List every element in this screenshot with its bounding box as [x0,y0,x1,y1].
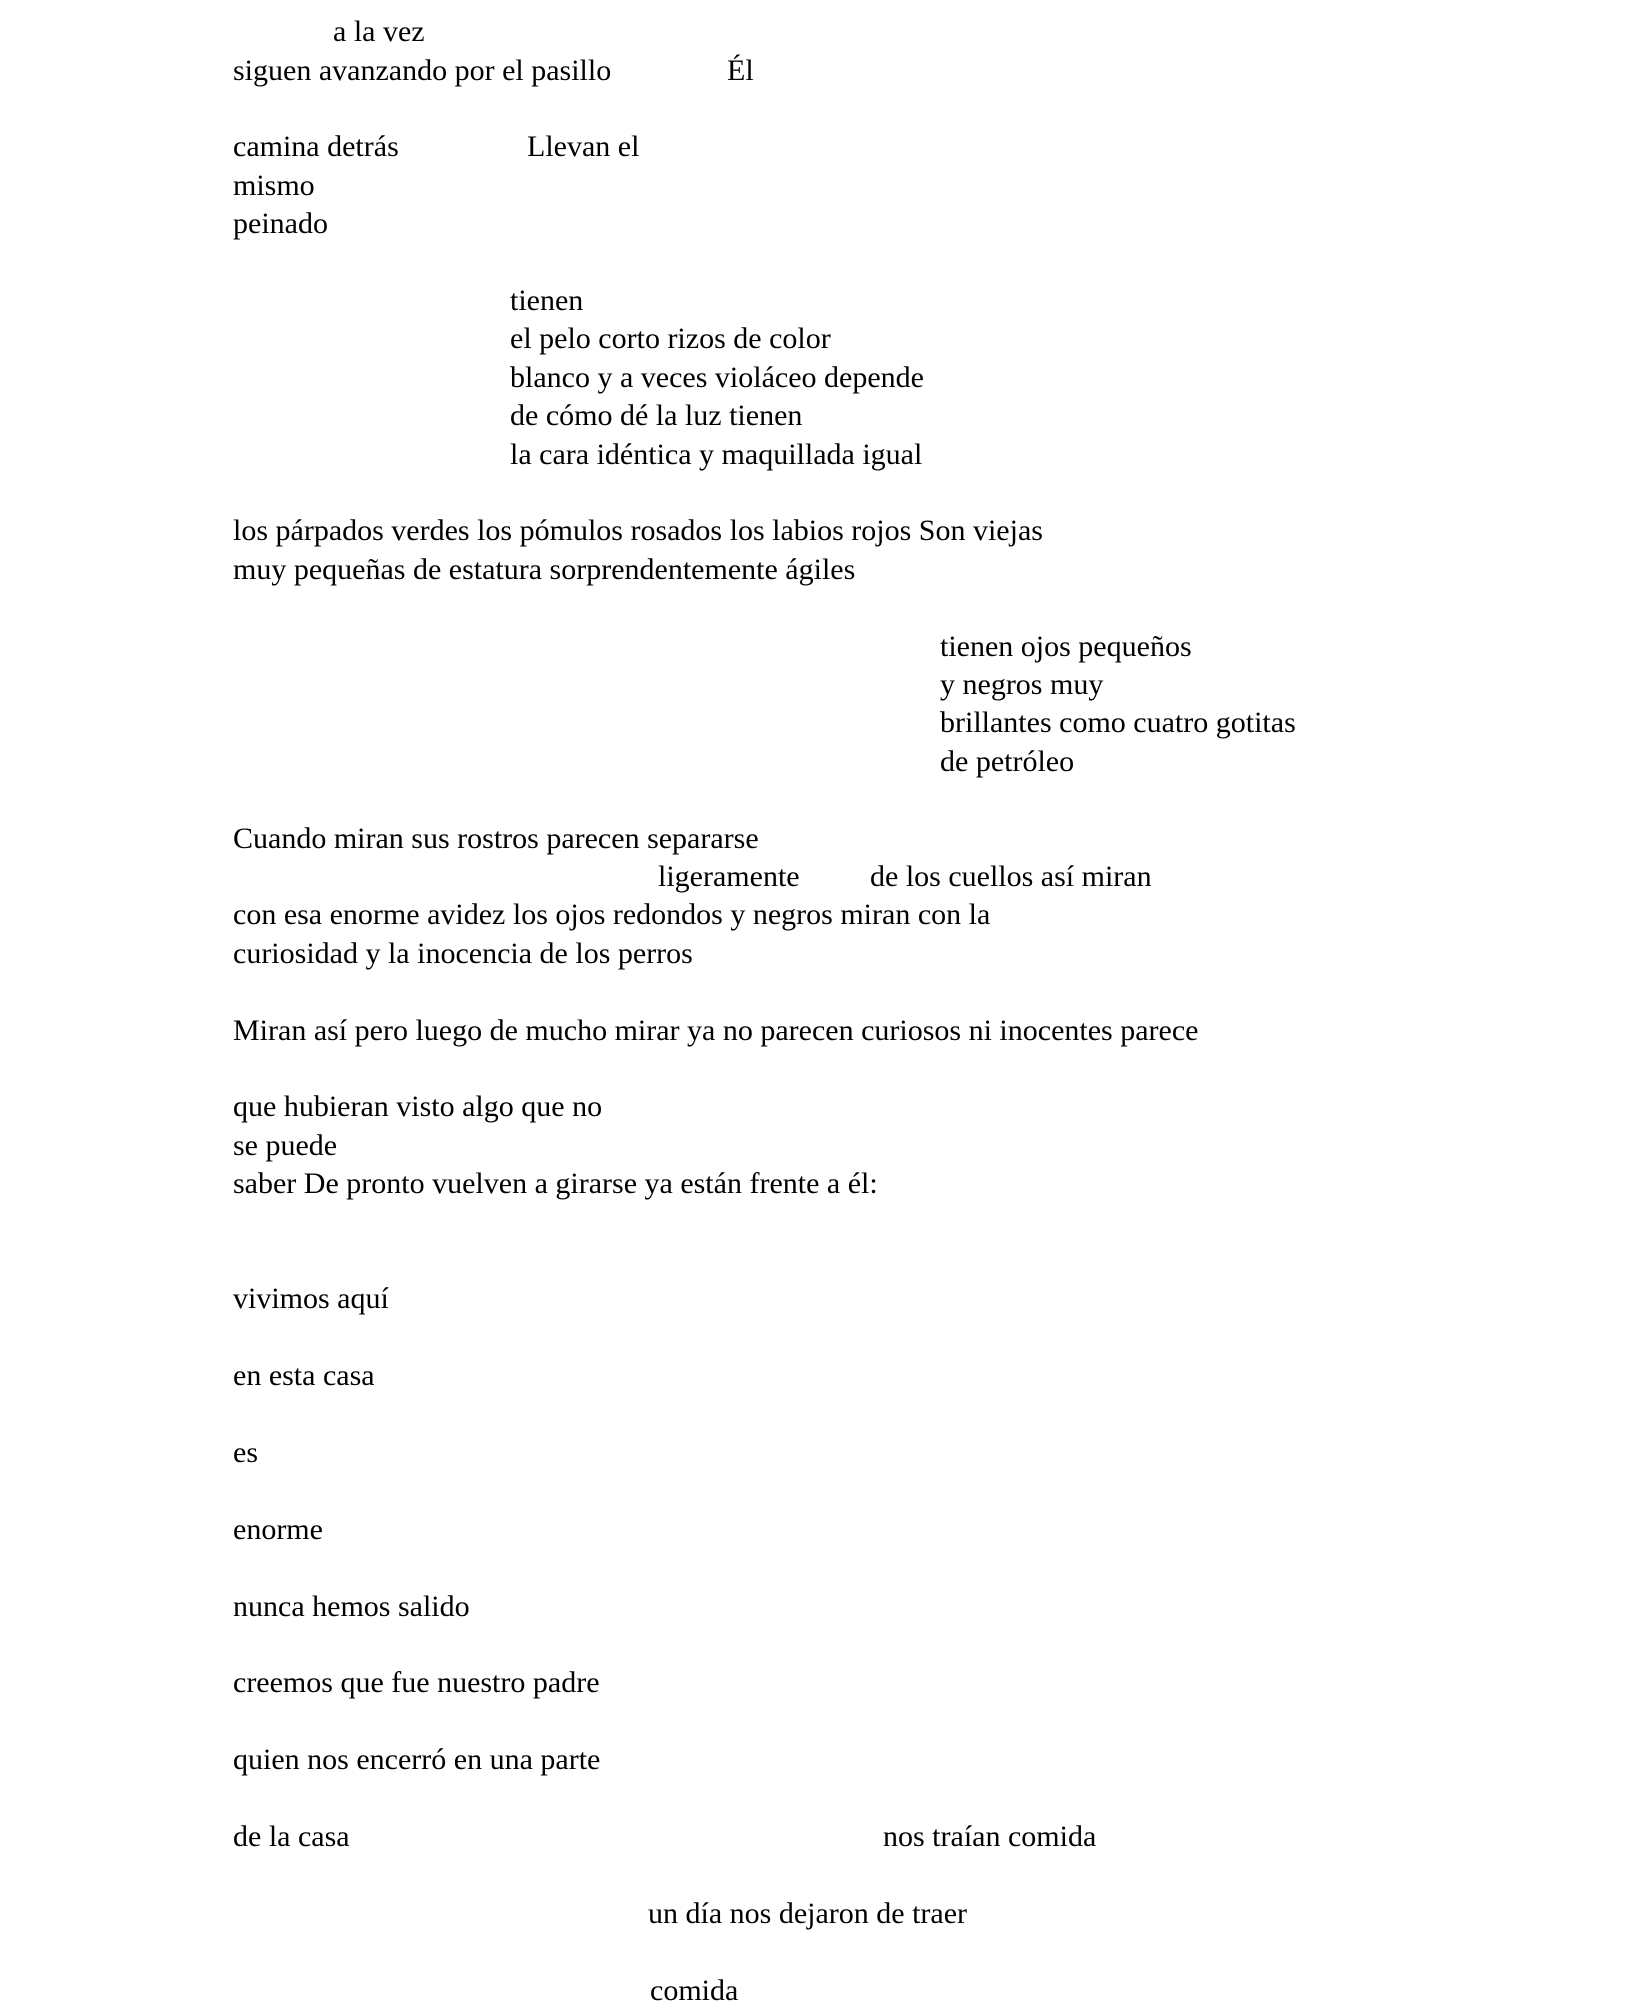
text-segment: de los cuellos así miran [870,860,1152,893]
text-segment: tienen ojos pequeños [940,630,1192,663]
text-segment: con esa enorme avidez los ojos redondos y negros miran con la [233,898,991,931]
text-line [0,1280,1652,1319]
text-segment: de petróleo [940,745,1075,778]
text-segment: muy pequeñas de estatura sorprendentemente ágiles [233,553,856,586]
text-segment: de cómo dé la luz tienen [510,399,803,432]
text-segment: el pelo corto rizos de color [510,322,831,355]
text-segment: es [233,1436,258,1469]
text-line [0,436,1652,475]
text-line [0,1664,1652,1703]
text-segment: creemos que fue nuestro padre [233,1666,600,1699]
text-segment: los párpados verdes los pómulos rosados los labios rojos Son viejas [233,514,1043,547]
text-segment: y negros muy [940,668,1104,701]
text-segment: nos traían comida [883,1820,1097,1853]
text-line [0,820,1652,859]
text-segment: peinado [233,207,328,240]
text-segment: que hubieran visto algo que no [233,1090,603,1123]
text-segment: Cuando miran sus rostros parecen separarse [233,822,759,855]
text-line [0,167,1652,206]
text-line [0,1511,1652,1550]
text-line [0,666,1652,705]
text-line [0,1895,1652,1934]
text-segment: ligeramente [658,860,800,893]
text-segment: la cara idéntica y maquillada igual [510,438,923,471]
text-line [0,1818,1652,1857]
text-line [0,704,1652,743]
text-line [0,282,1652,321]
text-line [0,359,1652,398]
text-segment: camina detrás [233,130,399,163]
text-segment: vivimos aquí [233,1282,389,1315]
text-segment: un día nos dejaron de traer [648,1897,968,1930]
text-segment: a la vez [333,15,425,48]
text-segment: comida [650,1974,739,2007]
text-line [0,205,1652,244]
text-line [0,935,1652,974]
text-line [0,628,1652,667]
text-line [0,1741,1652,1780]
text-segment: saber De pronto vuelven a girarse ya están frente a él: [233,1167,878,1200]
text-line [0,1127,1652,1166]
text-segment: mismo [233,169,315,202]
text-line [0,128,1652,167]
text-line [0,320,1652,359]
text-segment: de la casa [233,1820,350,1853]
text-segment: brillantes como cuatro gotitas [940,706,1296,739]
text-segment: siguen avanzando por el pasillo [233,54,612,87]
text-segment: quien nos encerró en una parte [233,1743,601,1776]
text-line [0,1972,1652,2008]
text-line [0,1165,1652,1204]
text-line [0,1357,1652,1396]
text-line [0,1012,1652,1051]
text-line [0,1434,1652,1473]
text-segment: blanco y a veces violáceo depende [510,361,924,394]
text-segment: Él [727,54,754,87]
text-line [0,743,1652,782]
text-line [0,13,1652,52]
text-segment: enorme [233,1513,323,1546]
text-segment: curiosidad y la inocencia de los perros [233,937,693,970]
text-segment: tienen [510,284,584,317]
text-segment: se puede [233,1129,338,1162]
text-line [0,1088,1652,1127]
text-segment: Miran así pero luego de mucho mirar ya no parecen curiosos ni inocentes parece [233,1014,1199,1047]
text-line [0,896,1652,935]
text-segment: Llevan el [527,130,640,163]
text-line [0,397,1652,436]
text-line [0,1588,1652,1627]
text-segment: nunca hemos salido [233,1590,470,1623]
text-line [0,52,1652,91]
text-segment: en esta casa [233,1359,375,1392]
text-line [0,512,1652,551]
text-line [0,551,1652,590]
text-line [0,858,1652,897]
